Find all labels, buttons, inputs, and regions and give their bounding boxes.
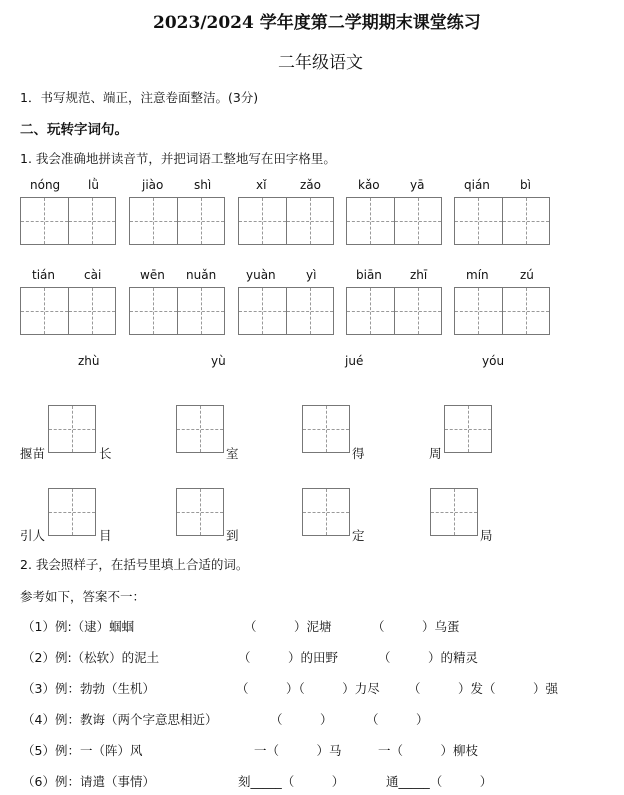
writing-box[interactable] xyxy=(430,488,478,536)
answer-blank[interactable]: （ ） xyxy=(270,712,333,727)
pinyin: zhù xyxy=(78,354,100,368)
pinyin: mín xyxy=(466,268,489,282)
pinyin: cài xyxy=(84,268,102,282)
section-2-heading: 二、玩转字词句。 xyxy=(20,122,128,138)
answer-blank[interactable]: 刻_____（ ） xyxy=(238,774,345,789)
word-suffix: 到 xyxy=(226,528,239,543)
writing-grid[interactable] xyxy=(20,197,116,245)
word-prefix: 引人 xyxy=(20,528,46,543)
pinyin: wēn xyxy=(140,268,165,282)
word-prefix: 揠苗 xyxy=(20,446,46,461)
pinyin: kǎo xyxy=(358,178,380,192)
answer-blank[interactable]: （ ）发（ ）强 xyxy=(408,681,559,696)
writing-grid[interactable] xyxy=(129,197,225,245)
answer-blank[interactable]: 一（ ）马 xyxy=(254,743,342,758)
word-suffix: 长 xyxy=(99,446,112,461)
writing-box[interactable] xyxy=(176,488,224,536)
answer-blank[interactable]: （ ）泥塘 xyxy=(244,619,332,634)
word-suffix: 目 xyxy=(99,528,112,543)
pinyin: shì xyxy=(194,178,212,192)
pinyin: zǎo xyxy=(300,178,321,192)
answer-blank[interactable]: （ ）乌蛋 xyxy=(372,619,460,634)
question-1: 1．书写规范、端正，注意卷面整洁。(3分) xyxy=(20,90,259,105)
word-suffix: 得 xyxy=(352,446,365,461)
pinyin: yóu xyxy=(482,354,505,368)
question-2-2-instruction: 2. 我会照样子，在括号里填上合适的词。 xyxy=(20,557,249,572)
writing-grid[interactable] xyxy=(238,197,334,245)
pinyin: qián xyxy=(464,178,490,192)
example-line: （3）例：勃勃（生机） xyxy=(22,681,155,696)
writing-box[interactable] xyxy=(302,488,350,536)
pinyin: nóng xyxy=(30,178,61,192)
pinyin: biān xyxy=(356,268,382,282)
pinyin: bì xyxy=(520,178,531,192)
pinyin: lǜ xyxy=(88,178,99,192)
word-suffix: 室 xyxy=(226,446,239,461)
pinyin: xǐ xyxy=(256,178,267,192)
writing-box[interactable] xyxy=(444,405,492,453)
example-line: （4）例：教诲（两个字意思相近） xyxy=(22,712,218,727)
example-line: （1）例:（逮）蝈蝈 xyxy=(22,619,135,634)
pinyin: nuǎn xyxy=(186,268,217,282)
word-suffix: 定 xyxy=(352,528,365,543)
pinyin: jiào xyxy=(142,178,164,192)
word-prefix: 周 xyxy=(429,446,442,461)
writing-box[interactable] xyxy=(176,405,224,453)
word-suffix: 局 xyxy=(480,528,493,543)
answer-blank[interactable]: （ ）的田野 xyxy=(238,650,339,665)
writing-grid[interactable] xyxy=(454,287,550,335)
example-line: （5）例：一（阵）风 xyxy=(22,743,143,758)
example-line: （6）例：请遣（事情） xyxy=(22,774,155,789)
answer-blank[interactable]: 一（ ）柳枝 xyxy=(378,743,479,758)
pinyin: yuàn xyxy=(246,268,276,282)
writing-grid[interactable] xyxy=(346,287,442,335)
pinyin: jué xyxy=(345,354,364,368)
page-subtitle: 二年级语文 xyxy=(278,53,363,73)
pinyin: zú xyxy=(520,268,534,282)
pinyin: zhī xyxy=(410,268,428,282)
pinyin: yù xyxy=(211,354,226,368)
writing-box[interactable] xyxy=(48,405,96,453)
writing-grid[interactable] xyxy=(454,197,550,245)
page-title: 2023/2024 学年度第二学期期末课堂练习 xyxy=(153,13,481,33)
writing-grid[interactable] xyxy=(346,197,442,245)
writing-box[interactable] xyxy=(302,405,350,453)
writing-grid[interactable] xyxy=(129,287,225,335)
answer-blank[interactable]: （ ） xyxy=(366,712,429,727)
writing-grid[interactable] xyxy=(238,287,334,335)
answer-blank[interactable]: （ ）的精灵 xyxy=(378,650,479,665)
writing-grid[interactable] xyxy=(20,287,116,335)
reference-note: 参考如下，答案不一： xyxy=(20,589,146,604)
question-2-1-instruction: 1. 我会准确地拼读音节，并把词语工整地写在田字格里。 xyxy=(20,151,336,166)
writing-box[interactable] xyxy=(48,488,96,536)
answer-blank[interactable]: 通_____（ ） xyxy=(386,774,493,789)
example-line: （2）例:（松软）的泥土 xyxy=(22,650,160,665)
pinyin: tián xyxy=(32,268,55,282)
answer-blank[interactable]: （ ）（ ）力尽 xyxy=(236,681,380,696)
pinyin: yā xyxy=(410,178,425,192)
pinyin: yì xyxy=(306,268,317,282)
